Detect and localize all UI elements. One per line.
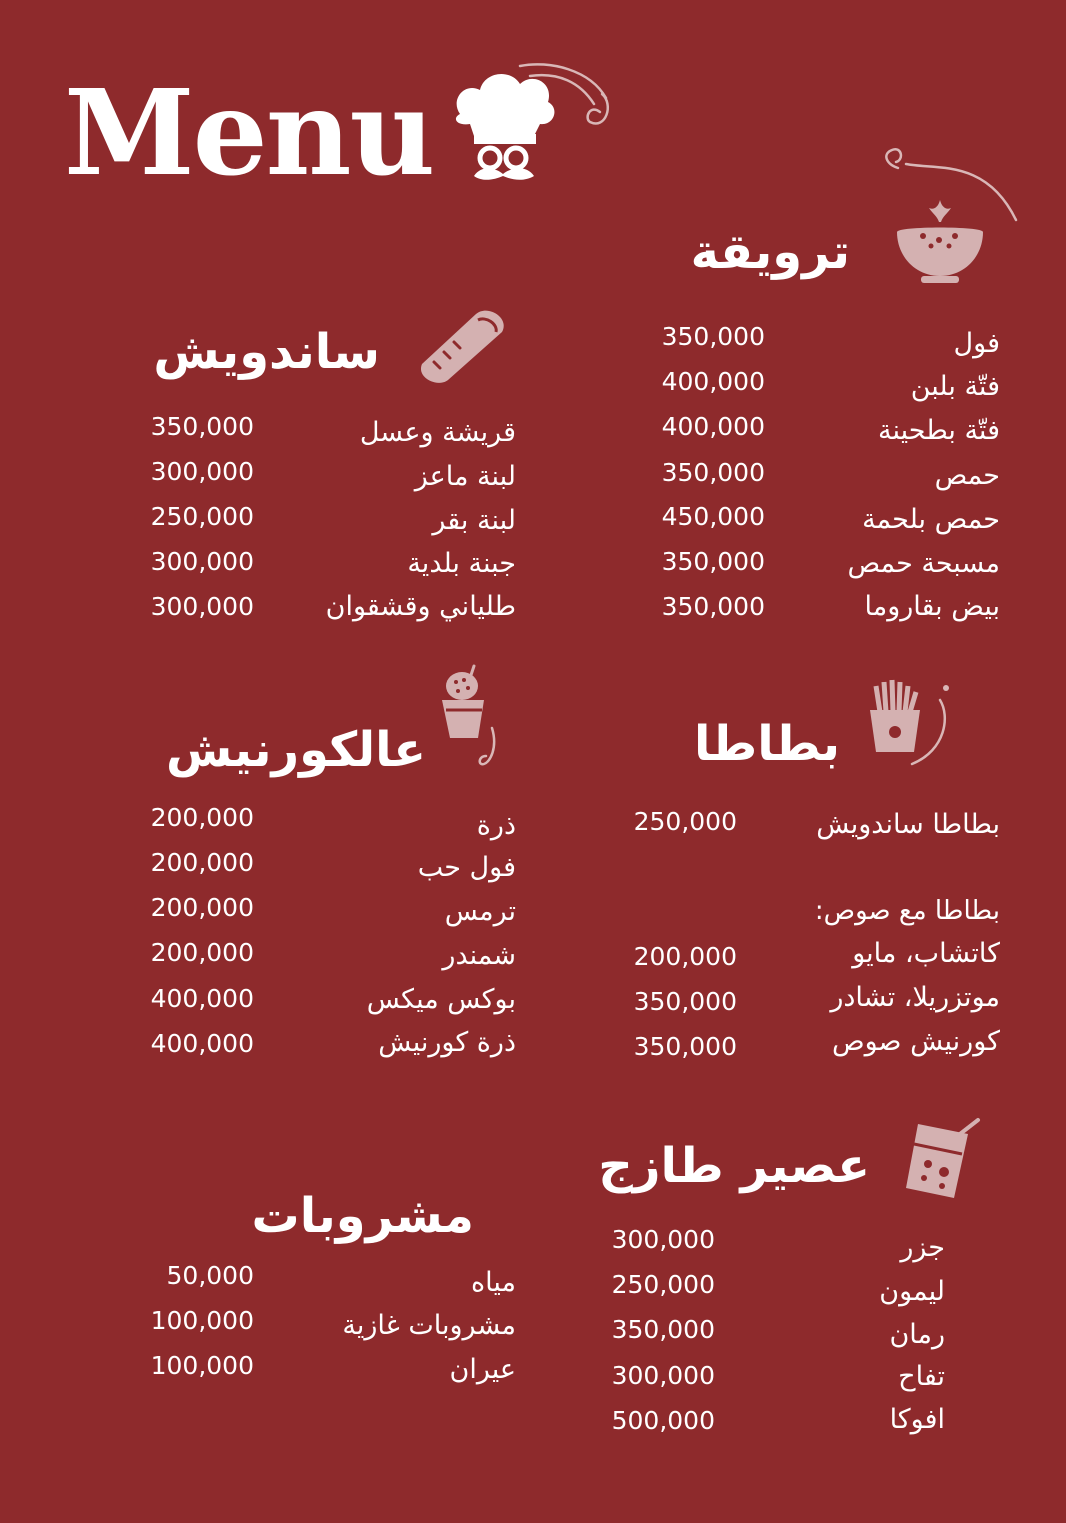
list-item-price: 300,000: [611, 1361, 715, 1390]
list-item-name: فتّة بلبن: [910, 371, 1000, 402]
section-title: عصير طازج: [598, 1138, 870, 1194]
list-item-name: جبنة بلدية: [407, 548, 516, 579]
list-item-price: 200,000: [150, 803, 254, 832]
list-item-price: 350,000: [661, 458, 765, 487]
list-item-price: 300,000: [150, 547, 254, 576]
list-item-price: 350,000: [633, 1032, 737, 1061]
list-item-name: ذرة كورنيش: [378, 1027, 516, 1058]
list-item-name: شمندر: [442, 940, 516, 971]
juice-glass-icon: [898, 1116, 988, 1206]
list-item-price: 50,000: [166, 1261, 254, 1290]
list-item-name: جزر: [900, 1232, 945, 1263]
list-item-name: افوكا: [889, 1404, 945, 1435]
list-item-price: 350,000: [661, 322, 765, 351]
list-item-name: قريشة وعسل: [359, 417, 516, 448]
list-item-price: 350,000: [661, 547, 765, 576]
section-title: عالكورنيش: [166, 722, 426, 778]
list-item-price: 350,000: [661, 592, 765, 621]
list-item-price: 300,000: [150, 457, 254, 486]
corn-cup-icon: [438, 664, 502, 774]
list-item-name: فول حب: [417, 852, 516, 883]
list-item-price: 200,000: [150, 938, 254, 967]
list-item-price: 400,000: [661, 367, 765, 396]
list-item-name: حمص: [934, 460, 1000, 491]
list-item-price: 200,000: [150, 893, 254, 922]
soup-bowl-icon: [893, 196, 987, 286]
list-item-name: بيض بقاروما: [864, 591, 1000, 622]
list-item-name: رمان: [889, 1319, 945, 1350]
chef-mascot-icon: [430, 60, 620, 190]
list-item-name: بطاطا ساندويش: [816, 809, 1000, 840]
list-item-name: بوكس ميكس: [366, 984, 516, 1015]
list-item-name: مياه: [471, 1267, 516, 1298]
list-item-name: كاتشاب، مايو: [852, 938, 1000, 969]
list-item-price: 250,000: [633, 807, 737, 836]
list-item-name: كورنيش صوص: [831, 1026, 1000, 1057]
list-item-name: عيران: [449, 1354, 516, 1385]
menu-logo: Menu: [64, 63, 434, 202]
section-title: ترويقة: [690, 224, 850, 280]
list-item-name: لبنة بقر: [432, 505, 516, 536]
list-item-price: 100,000: [150, 1351, 254, 1380]
list-item-name: فتّة بطحينة: [878, 415, 1000, 446]
section-title: بطاطا: [693, 716, 840, 772]
list-item-price: 450,000: [661, 502, 765, 531]
french-fries-icon: [866, 676, 956, 772]
list-item-name: تفاح: [898, 1361, 945, 1392]
list-item-price: 500,000: [611, 1406, 715, 1435]
list-item-name: حمص بلحمة: [862, 504, 1000, 535]
wrap-sandwich-icon: [414, 306, 510, 386]
list-item-name: مشروبات غازية: [342, 1310, 516, 1341]
list-item-price: 100,000: [150, 1306, 254, 1335]
list-item-price: 400,000: [150, 1029, 254, 1058]
list-item-price: 200,000: [633, 942, 737, 971]
list-item-price: 250,000: [150, 502, 254, 531]
list-item-price: 200,000: [150, 848, 254, 877]
list-item-price: 250,000: [611, 1270, 715, 1299]
list-item-name: مسبحة حمص: [847, 548, 1000, 579]
list-item-price: 350,000: [633, 987, 737, 1016]
list-item-price: 400,000: [661, 412, 765, 441]
list-item-price: 350,000: [150, 412, 254, 441]
list-item-price: 400,000: [150, 984, 254, 1013]
list-item-name: لبنة ماعز: [414, 461, 516, 492]
list-item-name: ترمس: [444, 896, 516, 927]
list-item-price: 300,000: [611, 1225, 715, 1254]
sauce-subheading: بطاطا مع صوص:: [814, 896, 1000, 926]
list-item-price: 350,000: [611, 1315, 715, 1344]
list-item-name: فول: [953, 328, 1000, 359]
list-item-name: ذرة: [476, 810, 516, 841]
list-item-name: طلياني وقشقوان: [325, 591, 516, 622]
section-title: مشروبات: [251, 1188, 474, 1244]
list-item-name: موتزريلا، تشادر: [830, 982, 1000, 1013]
list-item-name: ليمون: [879, 1276, 945, 1307]
list-item-price: 300,000: [150, 592, 254, 621]
section-title: ساندويش: [153, 324, 380, 380]
